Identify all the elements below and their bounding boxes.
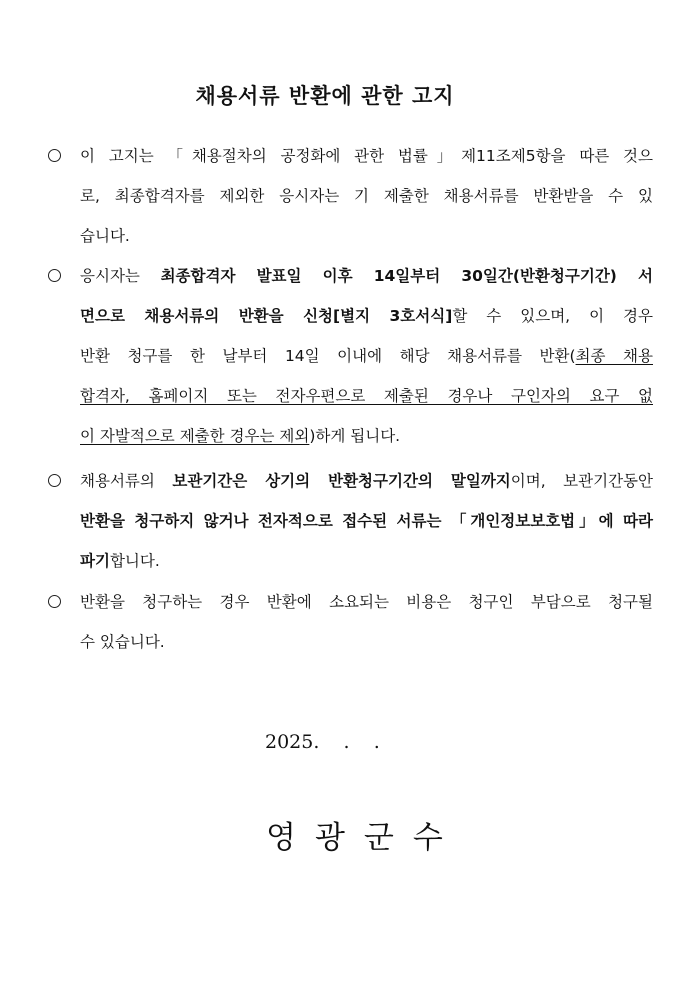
item-1-line-3: 습니다. bbox=[80, 227, 130, 245]
item-2-line-3 bbox=[80, 336, 653, 376]
item-2-line-2 bbox=[80, 296, 653, 336]
item-1-line-1: 이 고지는 「채용절차의 공정화에 관한 법률」제11조제5항을 따른 것으 bbox=[80, 147, 653, 165]
item-2-line-2-text: 할 수 있으며, 이 경우 bbox=[452, 307, 653, 325]
item-3-line-3 bbox=[80, 541, 160, 581]
item-2-line-5-underlined: 이 자발적으로 제출한 경우는 제외 bbox=[80, 427, 310, 445]
item-3-line-1-text: 채용서류의 bbox=[80, 472, 173, 490]
item-3-line-3-text: 합니다. bbox=[109, 552, 160, 570]
circle-bullet-icon bbox=[48, 474, 61, 487]
item-2-line-3-text: 반환 청구를 한 날부터 14일 이내에 해당 채용서류를 반환( bbox=[80, 347, 576, 365]
item-3-line-1 bbox=[80, 461, 653, 501]
item-3-line-2: 반환을 청구하지 않거나 전자적으로 접수된 서류는 「개인정보보호법」에 따라 bbox=[80, 512, 653, 530]
item-3-line-1-bold: 보관기간은 상기의 반환청구기간의 말일까지 bbox=[172, 472, 511, 490]
item-2-line-1-bold: 최종합격자 발표일 이후 14일부터 30일간(반환청구기간) 서 bbox=[160, 267, 653, 285]
issuer-signature: 영광군수 bbox=[266, 820, 462, 856]
item-1-line-2: 로, 최종합격자를 제외한 응시자는 기 제출한 채용서류를 반환받을 수 있 bbox=[80, 187, 653, 205]
circle-bullet-icon bbox=[48, 595, 61, 608]
circle-bullet-icon bbox=[48, 149, 61, 162]
item-3-line-3-bold: 파기 bbox=[80, 552, 110, 570]
notice-title: 채용서류 반환에 관한 고지 bbox=[195, 84, 455, 108]
item-2-line-1 bbox=[80, 256, 653, 296]
item-4-line-2: 수 있습니다. bbox=[80, 633, 165, 651]
item-2-line-5-text: )하게 됩니다. bbox=[309, 427, 401, 445]
item-2-line-5 bbox=[80, 416, 400, 456]
item-2-line-4: 합격자, 홈페이지 또는 전자우편으로 제출된 경우나 구인자의 요구 없 bbox=[80, 387, 653, 405]
item-2-line-3-underlined: 최종 채용 bbox=[575, 347, 653, 365]
item-2-line-1-text: 응시자는 bbox=[80, 267, 161, 285]
item-4-line-1: 반환을 청구하는 경우 반환에 소요되는 비용은 청구인 부담으로 청구될 bbox=[80, 593, 653, 611]
circle-bullet-icon bbox=[48, 269, 61, 282]
notice-date: 2025. . . bbox=[265, 731, 380, 753]
item-3-line-1-text-end: 이며, 보관기간동안 bbox=[510, 472, 653, 490]
item-2-line-2-bold: 면으로 채용서류의 반환을 신청[별지 3호서식] bbox=[80, 307, 453, 325]
